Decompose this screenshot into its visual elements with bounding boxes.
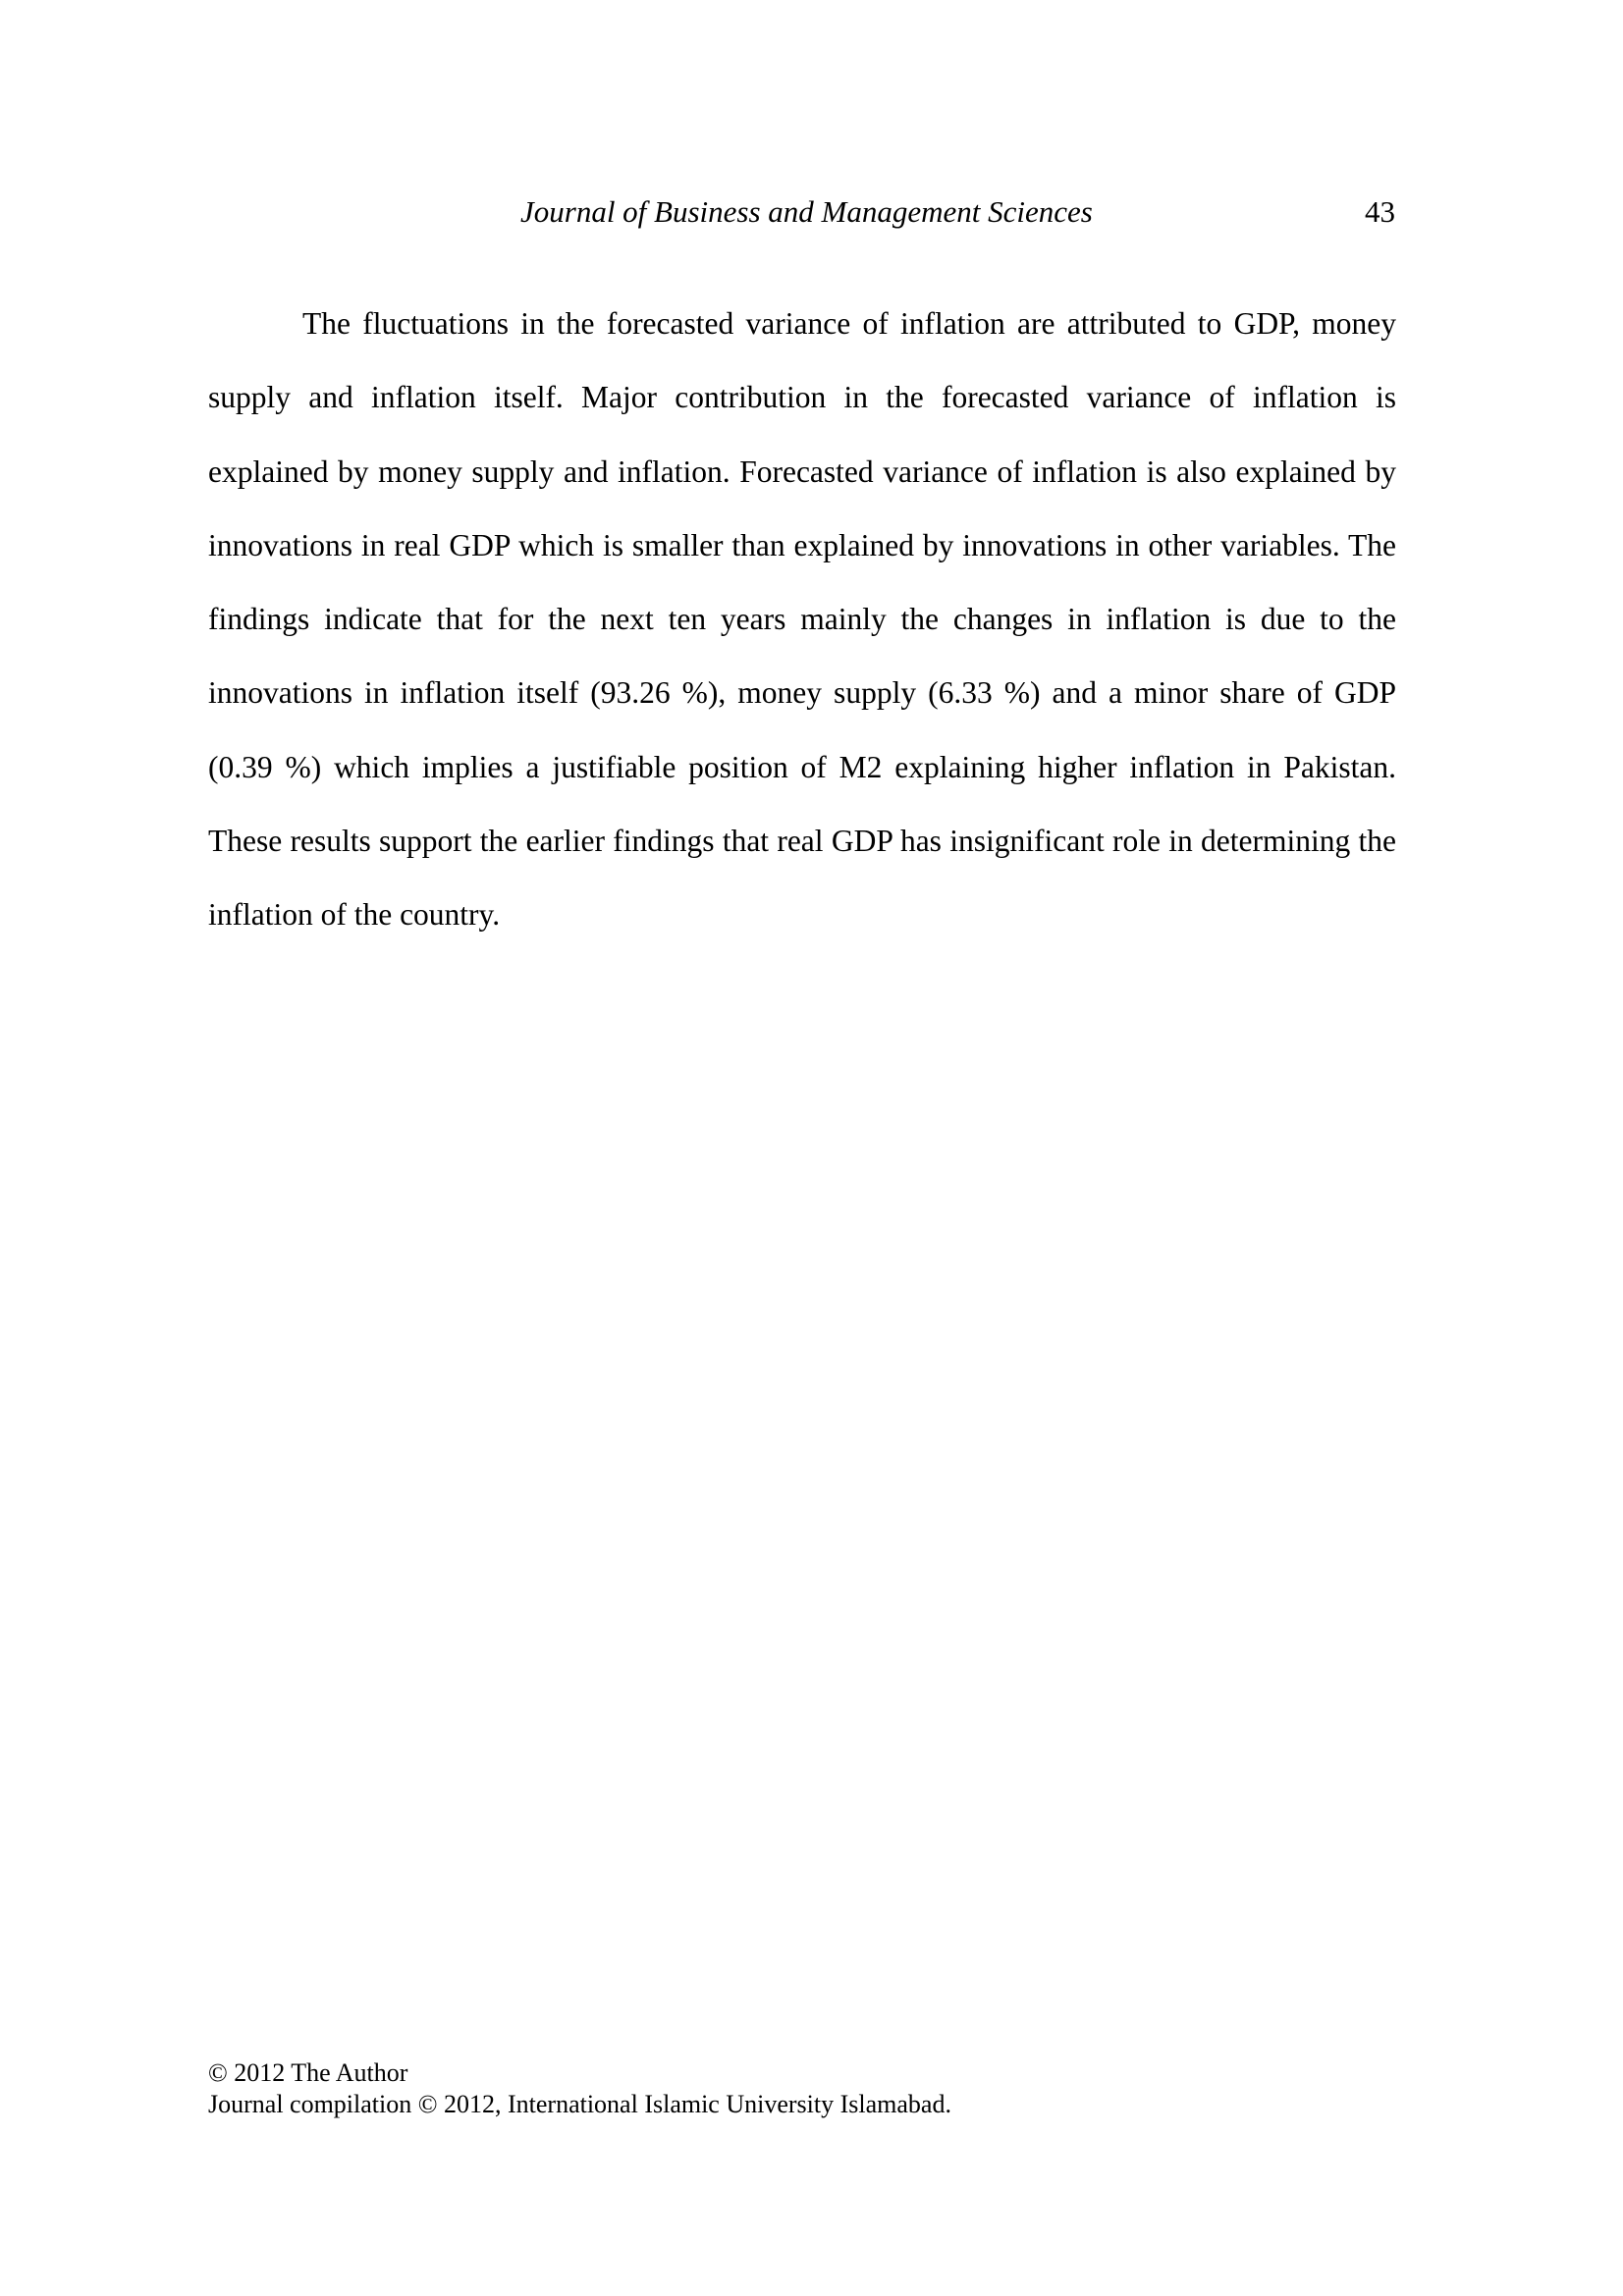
copyright-line: © 2012 The Author — [208, 2058, 408, 2087]
page-number: 43 — [1365, 194, 1395, 229]
journal-compilation-line: Journal compilation © 2012, International Islamic University Islamabad. — [208, 2090, 951, 2118]
running-head-title: Journal of Business and Management Sciences — [520, 194, 1093, 229]
body-paragraph: The fluctuations in the forecasted variance of inflation are attributed to GDP, money supply and inflation itself. Major contribution in the forecasted variance of inflation is explained by money supply and inflation. Forecasted variance of inflation is also explained by innovations in real GDP which is smaller than explained by innovations in other variables. The findings indicate that for the next ten years mainly the changes in inflation is due to the innovations in inflation itself (93.26 %), money supply (6.33 %) and a minor share of GDP (0.39 %) which implies a justifiable position of M2 explaining higher inflation in Pakistan. These results support the earlier findings that real GDP has insignificant role in determining the inflation of the country. — [208, 306, 1396, 933]
footer — [208, 2057, 951, 2120]
